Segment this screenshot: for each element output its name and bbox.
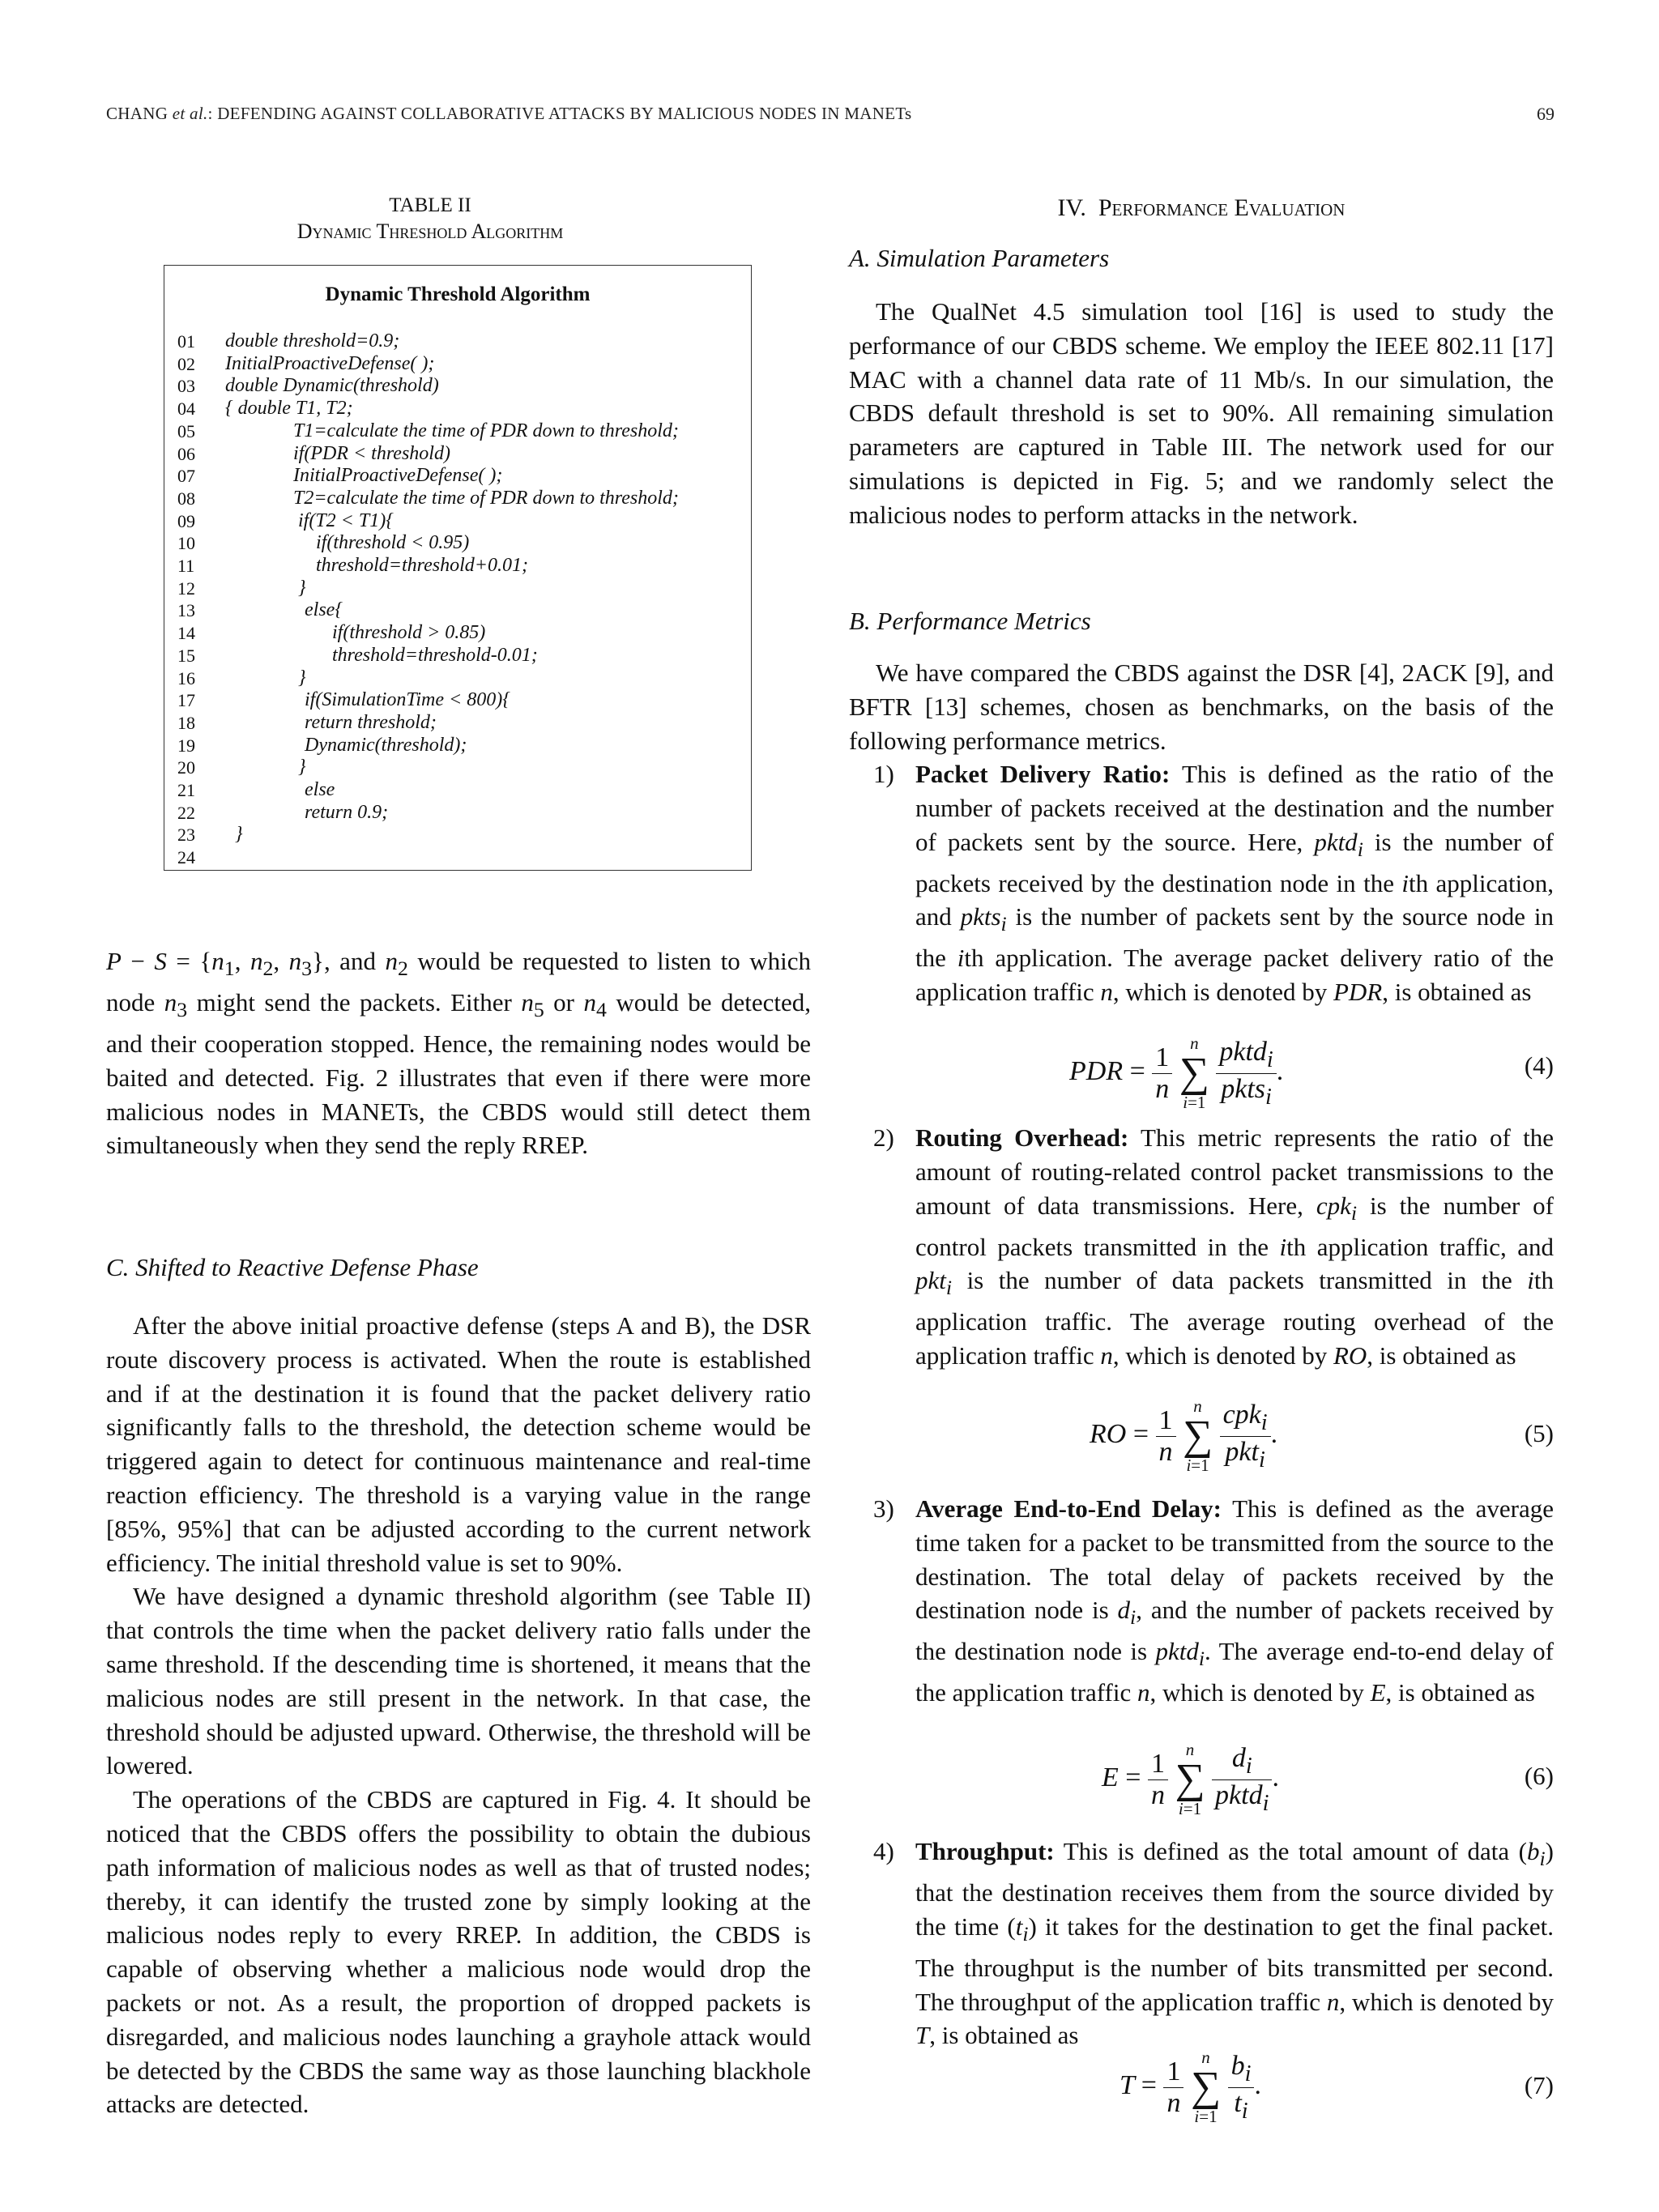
line-number: 11 bbox=[177, 556, 195, 576]
line-code: double threshold=0.9; bbox=[225, 330, 400, 352]
right-para-b-wrap bbox=[849, 656, 1554, 757]
line-code: T1=calculate the time of PDR down to threshold; bbox=[293, 420, 679, 441]
line-number: 20 bbox=[177, 757, 195, 778]
line-number: 16 bbox=[177, 667, 195, 688]
left-para-1: $P - S = \{n_1$, $n_2$, $n_3$}, and $n_2$ would be requested to listen to which node $n_3$ might send the packets. Either $n_5$ or $n_4$ would be detected, and their cooperation stopped. Hence, the remaining nodes would be baited and detected. Fig. 2 illustrates that even if there were more malicious nodes in MANETs, the CBDS would still detect them simultaneously when they send the reply RREP. bbox=[106, 947, 812, 1160]
metric-item-1: 1) Packet Delivery Ratio: This is defined as the ratio of the number of packets received at the destination and the number of packets sent by the source. Here, pktd$_i$ is the number of packets received by the destination node in the ith application, and pkts$_i$ is the number of packets sent by the source node in the ith application. The average packet delivery ratio of the application traffic n, which is denoted by PDR, is obtained as bbox=[873, 760, 1555, 1007]
line-code: return threshold; bbox=[305, 711, 437, 733]
line-number: 19 bbox=[177, 735, 195, 756]
line-number: 13 bbox=[177, 600, 195, 621]
right-para-a: The QualNet 4.5 simulation tool [16] is used to study the performance of our CBDS scheme. We employ the IEEE 802.11 [17] MAC with a channel data rate of 11 Mb/s. In our simulation, the CBDS default threshold is set to 90%. All remaining simulation parameters are captured in Table III. The network used for our simulations is depicted in Fig. 5; and we randomly select the malicious nodes to perform attacks in the network. bbox=[849, 297, 1554, 529]
algorithm-box bbox=[164, 265, 752, 871]
line-code: InitialProactiveDefense( ); bbox=[225, 352, 435, 374]
line-number: 08 bbox=[177, 488, 195, 509]
line-code: } bbox=[298, 577, 306, 599]
table-label: TABLE II bbox=[389, 194, 471, 216]
equation-6: E = $\frac{1}{n}$ n ∑ i=1 $\frac{d_i}{pktd_i}$ . bbox=[1102, 1740, 1279, 1818]
equation-7-number: (7) bbox=[1524, 2071, 1554, 2099]
line-code: else bbox=[305, 779, 335, 800]
line-code: if(threshold < 0.95) bbox=[316, 532, 470, 554]
line-number: 24 bbox=[177, 847, 195, 868]
table-title: Dynamic Threshold Algorithm bbox=[296, 219, 564, 243]
equation-5-number: (5) bbox=[1524, 1419, 1554, 1447]
line-code: else{ bbox=[305, 599, 343, 621]
line-number: 21 bbox=[177, 780, 195, 800]
line-code: if(T2 < T1){ bbox=[298, 509, 394, 531]
line-number: 05 bbox=[177, 420, 195, 441]
line-number: 22 bbox=[177, 802, 195, 823]
section-b-heading: B. Performance Metrics bbox=[849, 607, 1091, 635]
line-code: } bbox=[235, 824, 243, 846]
line-code: if(threshold > 0.85) bbox=[332, 622, 486, 644]
line-number: 07 bbox=[177, 466, 195, 487]
line-number: 18 bbox=[177, 712, 195, 733]
section-iv-heading: IV. Performance Evaluation bbox=[1057, 194, 1346, 221]
line-number: 14 bbox=[177, 623, 195, 644]
line-code: return 0.9; bbox=[305, 801, 389, 823]
section-c-heading: C. Shifted to Reactive Defense Phase bbox=[106, 1253, 479, 1281]
line-code: } bbox=[298, 667, 306, 688]
line-number: 06 bbox=[177, 443, 195, 464]
line-code: Dynamic(threshold); bbox=[305, 734, 467, 756]
line-number: 10 bbox=[177, 533, 195, 554]
line-code: } bbox=[298, 757, 306, 778]
equation-5: RO = $\frac{1}{n}$ n ∑ i=1 $\frac{cpk_i}{pkt_i}$ . bbox=[1090, 1396, 1278, 1475]
line-number: 15 bbox=[177, 645, 195, 666]
equation-7: T = $\frac{1}{n}$ n ∑ i=1 $\frac{b_i}{t_i}$ . bbox=[1120, 2048, 1261, 2126]
line-code: threshold=threshold-0.01; bbox=[332, 644, 538, 666]
line-number: 17 bbox=[177, 690, 195, 711]
equation-4: PDR = $\frac{1}{n}$ n ∑ i=1 $\frac{pktd_i}{pkts_i}$ . bbox=[1069, 1034, 1284, 1112]
metric-item-4: 4) Throughput: This is defined as the total amount of data $(b_i)$ that the destination receives them from the source divided by the time $(t_i)$ it takes for the destination to get the final packet. The throughput is the number of bits transmitted per second. The throughput of the application traffic n, which is denoted by T, is obtained as bbox=[873, 1837, 1554, 2050]
line-code: if(PDR < threshold) bbox=[293, 442, 450, 464]
metric-item-3: 3) Average End-to-End Delay: This is defined as the average time taken for a packet to be transmitted from the source to the destination. The total delay of packets received by the destination node is $d_i$, and the number of packets received by the destination node is pktd$_i$. The average end-to-end delay of the application traffic n, which is denoted by E, is obtained as bbox=[873, 1494, 1555, 1707]
equation-4-number: (4) bbox=[1524, 1051, 1554, 1080]
algorithm-title: Dynamic Threshold Algorithm bbox=[325, 283, 591, 305]
line-code: double Dynamic(threshold) bbox=[225, 375, 439, 397]
line-code: if(SimulationTime < 800){ bbox=[305, 689, 510, 711]
line-number: 12 bbox=[177, 578, 195, 599]
line-code: threshold=threshold+0.01; bbox=[316, 555, 528, 576]
left-body bbox=[106, 1309, 811, 2121]
left-para-4: The operations of the CBDS are captured in Fig. 4. It should be noticed that the CBDS offers the possibility to obtain the dubious path information of malicious nodes as well as that of trusted nodes; thereby, it can identify the trusted zone by simply looking at the malicious nodes reply to every RREP. In addition, the CBDS is capable of observing whether a malicious node would drop the packets or not. As a result, the proportion of dropped packets is disregarded, and malicious nodes launching a grayhole attack would be detected by the CBDS the same way as those launching blackhole attacks are detected. bbox=[106, 1785, 811, 2119]
line-number: 03 bbox=[177, 376, 195, 397]
line-number: 09 bbox=[177, 510, 195, 531]
metric-item-2: 2) Routing Overhead: This metric represents the ratio of the amount of routing-related control packet transmissions to the amount of data transmissions. Here, cpk$_i$ is the number of control packets transmitted in the ith application traffic, and pkt$_i$ is the number of data packets transmitted in the ith application traffic. The average routing overhead of the application traffic n, which is denoted by RO, is obtained as bbox=[873, 1123, 1554, 1370]
line-number: 23 bbox=[177, 825, 195, 846]
line-number: 01 bbox=[177, 331, 195, 352]
line-number: 04 bbox=[177, 399, 195, 420]
equation-6-number: (6) bbox=[1524, 1762, 1554, 1790]
running-head: CHANG et al.: DEFENDING AGAINST COLLABORATIVE ATTACKS BY MALICIOUS NODES IN MANETs bbox=[106, 104, 912, 123]
right-para-b: We have compared the CBDS against the DSR [4], 2ACK [9], and BFTR [13] schemes, chosen as benchmarks, on the basis of the following performance metrics. bbox=[849, 658, 1554, 755]
left-para-2: After the above initial proactive defense (steps A and B), the DSR route discovery process is activated. When the route is established and if at the destination it is found that the packet delivery ratio significantly falls to the threshold, the detection scheme would be triggered again to detect for continuous maintenance and real-time reaction efficiency. The threshold is a varying value in the range [85%, 95%] that can be adjusted according to the current network efficiency. The initial threshold value is set to 90%. bbox=[106, 1311, 811, 1577]
line-code: InitialProactiveDefense( ); bbox=[293, 465, 503, 487]
line-code: { double T1, T2; bbox=[225, 398, 353, 420]
right-para-a-wrap bbox=[849, 295, 1554, 532]
section-a-heading: A. Simulation Parameters bbox=[849, 244, 1110, 272]
line-number: 02 bbox=[177, 353, 195, 374]
page-number: 69 bbox=[1537, 104, 1555, 124]
left-para-3: We have designed a dynamic threshold algorithm (see Table II) that controls the time when the packet delivery ratio falls under the same threshold. If the descending time is shortened, it means that the malicious nodes are still present in the network. In that case, the threshold should be adjusted upward. Otherwise, the threshold will be lowered. bbox=[106, 1582, 811, 1780]
line-code: T2=calculate the time of PDR down to threshold; bbox=[293, 487, 679, 509]
